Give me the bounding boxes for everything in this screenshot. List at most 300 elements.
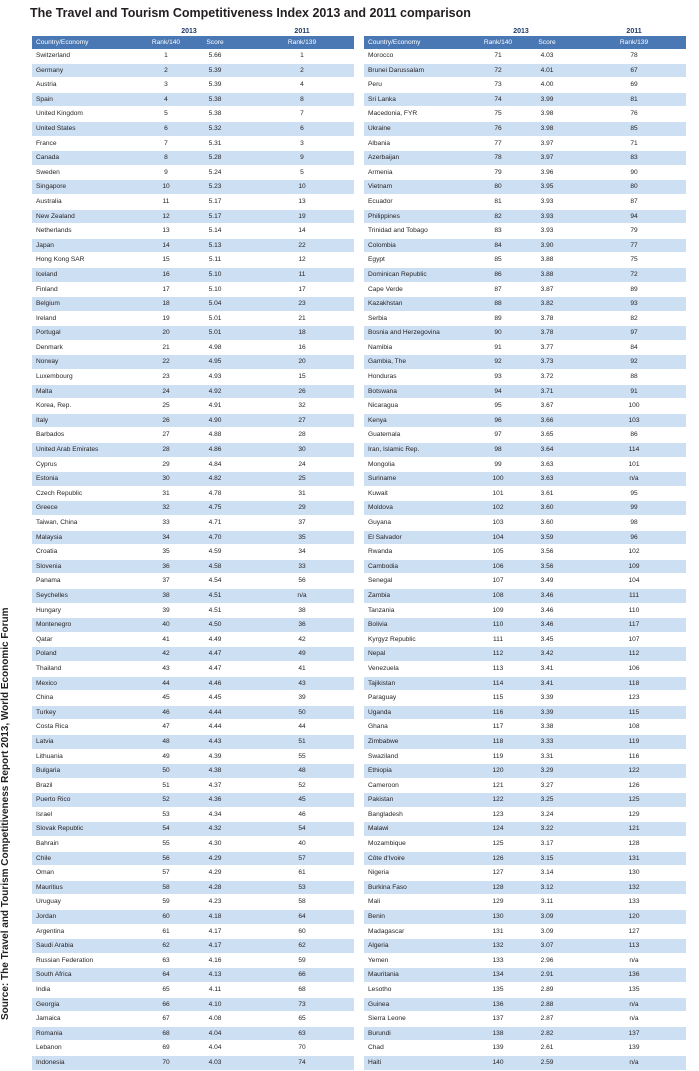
rank-2011-cell: 92 (582, 355, 686, 370)
rank-2011-cell: 81 (582, 92, 686, 107)
rank-2013-cell: 85 (472, 253, 524, 268)
country-cell: Singapore (32, 180, 140, 195)
country-cell: Sweden (32, 165, 140, 180)
rank-2011-cell: 21 (250, 311, 354, 326)
score-cell: 4.51 (192, 588, 238, 603)
rank-2011-cell: 77 (582, 238, 686, 253)
score-cell: 5.28 (192, 151, 238, 166)
country-cell: Jamaica (32, 1012, 140, 1027)
country-cell: Burkina Faso (364, 880, 472, 895)
rank-2013-cell: 67 (140, 1012, 192, 1027)
score-cell: 2.61 (524, 1041, 570, 1056)
rank-2013-cell: 120 (472, 764, 524, 779)
country-cell: Barbados (32, 428, 140, 443)
country-cell: Madagascar (364, 924, 472, 939)
score-cell: 4.44 (192, 720, 238, 735)
country-cell: Zimbabwe (364, 734, 472, 749)
table-row (32, 428, 354, 443)
table-row (364, 676, 686, 691)
rank-2011-cell: 53 (250, 880, 354, 895)
score-column-header: Score (192, 37, 238, 50)
table-row (32, 837, 354, 852)
score-cell: 3.72 (524, 370, 570, 385)
rank-2011-cell: 96 (582, 530, 686, 545)
rank-2013-cell: 103 (472, 516, 524, 531)
country-cell: Cape Verde (364, 282, 472, 297)
table-row (32, 457, 354, 472)
score-cell: 3.67 (524, 399, 570, 414)
score-cell: 4.59 (192, 545, 238, 560)
rank-2013-cell: 6 (140, 121, 192, 136)
rank-2013-cell: 100 (472, 472, 524, 487)
rank-2013-cell: 14 (140, 238, 192, 253)
score-cell: 4.46 (192, 676, 238, 691)
table-row (364, 866, 686, 881)
table-row (364, 516, 686, 531)
score-cell: 3.56 (524, 545, 570, 560)
rank-2013-cell: 87 (472, 282, 524, 297)
rank-2011-cell: 108 (582, 720, 686, 735)
table-row (32, 574, 354, 589)
score-cell: 3.71 (524, 384, 570, 399)
country-cell: Switzerland (32, 49, 140, 63)
score-cell: 3.22 (524, 822, 570, 837)
country-cell: United Arab Emirates (32, 443, 140, 458)
rank-2013-cell: 31 (140, 486, 192, 501)
rank-2013-cell: 107 (472, 574, 524, 589)
rank-2013-cell: 105 (472, 545, 524, 560)
table-row (364, 238, 686, 253)
rank-2013-cell: 95 (472, 399, 524, 414)
rank-2013-cell: 2 (140, 63, 192, 78)
score-cell: 5.14 (192, 224, 238, 239)
country-cell: Pakistan (364, 793, 472, 808)
country-cell: Swaziland (364, 749, 472, 764)
score-cell: 4.34 (192, 807, 238, 822)
rank-2013-cell: 128 (472, 880, 524, 895)
rank-2011-cell: 102 (582, 545, 686, 560)
rank-2011-cell: 20 (250, 355, 354, 370)
country-cell: Suriname (364, 472, 472, 487)
table-row (32, 443, 354, 458)
table-row (364, 92, 686, 107)
score-cell: 3.31 (524, 749, 570, 764)
rank-2013-cell: 80 (472, 180, 524, 195)
rank-2013-cell: 113 (472, 661, 524, 676)
rank-2013-cell: 1 (140, 49, 192, 63)
score-cell: 4.54 (192, 574, 238, 589)
score-cell: 3.63 (524, 457, 570, 472)
country-cell: Russian Federation (32, 953, 140, 968)
country-cell: Bulgaria (32, 764, 140, 779)
country-cell: United Kingdom (32, 107, 140, 122)
score-cell: 4.08 (192, 1012, 238, 1027)
rank-2011-cell: 131 (582, 851, 686, 866)
rank-2011-cell: 136 (582, 968, 686, 983)
country-cell: France (32, 136, 140, 151)
rank-2013-cell: 12 (140, 209, 192, 224)
rank-2011-cell: 113 (582, 939, 686, 954)
rank-2011-cell: 30 (250, 443, 354, 458)
country-cell: Zambia (364, 588, 472, 603)
rank-2011-cell: 64 (250, 910, 354, 925)
table-row (32, 1012, 354, 1027)
table-row (364, 661, 686, 676)
rank-2011-cell: 42 (250, 632, 354, 647)
score-cell: 5.10 (192, 282, 238, 297)
rank-2013-cell: 30 (140, 472, 192, 487)
table-row (364, 428, 686, 443)
table-row (364, 63, 686, 78)
country-cell: Qatar (32, 632, 140, 647)
rank-2013-cell: 122 (472, 793, 524, 808)
score-cell: 4.16 (192, 953, 238, 968)
rank-2011-cell: 59 (250, 953, 354, 968)
rank-2011-cell: 6 (250, 121, 354, 136)
rank-2013-cell: 112 (472, 647, 524, 662)
rank-2013-cell: 35 (140, 545, 192, 560)
rank-2011-cell: 84 (582, 340, 686, 355)
year-header-row (32, 28, 354, 37)
score-cell: 3.63 (524, 472, 570, 487)
country-cell: Czech Republic (32, 486, 140, 501)
rank-2011-cell: 38 (250, 603, 354, 618)
rank-2011-cell: 1 (250, 49, 354, 63)
table-row (32, 749, 354, 764)
rank-2013-cell: 50 (140, 764, 192, 779)
table-row (32, 953, 354, 968)
score-cell: 3.95 (524, 180, 570, 195)
table-row (32, 297, 354, 312)
rank-2013-cell: 84 (472, 238, 524, 253)
table-row (32, 618, 354, 633)
rank-2013-cell: 83 (472, 224, 524, 239)
country-cell: Cyprus (32, 457, 140, 472)
country-cell: Philippines (364, 209, 472, 224)
table-row (364, 545, 686, 560)
country-cell: Tajikistan (364, 676, 472, 691)
rank-2013-cell: 65 (140, 983, 192, 998)
table-row (32, 224, 354, 239)
score-cell: 3.41 (524, 676, 570, 691)
score-cell: 4.78 (192, 486, 238, 501)
rank-2013-column-header: Rank/140 (140, 37, 192, 50)
rank-2011-cell: 98 (582, 516, 686, 531)
table-row (32, 413, 354, 428)
score-cell: 4.50 (192, 618, 238, 633)
country-column-header: Country/Economy (32, 37, 140, 50)
table-row (364, 603, 686, 618)
country-cell: Bahrain (32, 837, 140, 852)
table-row (364, 983, 686, 998)
table-row (364, 384, 686, 399)
score-cell: 4.71 (192, 516, 238, 531)
rank-2011-cell: 73 (250, 997, 354, 1012)
rank-2013-cell: 36 (140, 559, 192, 574)
score-cell: 3.29 (524, 764, 570, 779)
table-row (364, 1041, 686, 1056)
country-cell: Bolivia (364, 618, 472, 633)
rank-2013-cell: 116 (472, 705, 524, 720)
rank-2011-cell: 28 (250, 428, 354, 443)
rank-2013-cell: 93 (472, 370, 524, 385)
table-row (32, 516, 354, 531)
score-cell: 4.11 (192, 983, 238, 998)
score-cell: 2.91 (524, 968, 570, 983)
column-header-row (32, 37, 354, 50)
score-cell: 5.11 (192, 253, 238, 268)
country-cell: Colombia (364, 238, 472, 253)
table-row (364, 1055, 686, 1070)
table-row (32, 793, 354, 808)
score-cell: 3.93 (524, 194, 570, 209)
table-row (32, 311, 354, 326)
rank-2011-cell: 95 (582, 486, 686, 501)
rank-2013-cell: 135 (472, 983, 524, 998)
rank-2013-cell: 10 (140, 180, 192, 195)
rank-2011-cell: 40 (250, 837, 354, 852)
rank-2013-cell: 17 (140, 282, 192, 297)
score-cell: 3.27 (524, 778, 570, 793)
country-cell: Ghana (364, 720, 472, 735)
score-cell: 3.45 (524, 632, 570, 647)
rank-2013-cell: 130 (472, 910, 524, 925)
table-row (364, 194, 686, 209)
rank-2011-cell: 57 (250, 851, 354, 866)
rank-2011-cell: 91 (582, 384, 686, 399)
rank-2013-cell: 7 (140, 136, 192, 151)
table-row (364, 880, 686, 895)
rank-2013-cell: 59 (140, 895, 192, 910)
score-cell: 3.07 (524, 939, 570, 954)
table-row (32, 632, 354, 647)
country-cell: Iran, Islamic Rep. (364, 443, 472, 458)
table-row (364, 151, 686, 166)
rank-2013-cell: 126 (472, 851, 524, 866)
rank-2011-cell: 76 (582, 107, 686, 122)
rank-2013-cell: 32 (140, 501, 192, 516)
table-row (364, 370, 686, 385)
table-row (32, 588, 354, 603)
rank-2011-cell: 23 (250, 297, 354, 312)
country-cell: Romania (32, 1026, 140, 1041)
rank-2013-cell: 39 (140, 603, 192, 618)
table-row (364, 78, 686, 93)
rank-2011-cell: 78 (582, 49, 686, 63)
rank-2013-cell: 136 (472, 997, 524, 1012)
country-cell: Peru (364, 78, 472, 93)
rank-2013-cell: 115 (472, 691, 524, 706)
rank-2011-cell: 106 (582, 661, 686, 676)
table-row (32, 282, 354, 297)
score-cell: 4.75 (192, 501, 238, 516)
rank-2011-cell: 75 (582, 253, 686, 268)
rank-2013-cell: 111 (472, 632, 524, 647)
rank-2011-cell: 107 (582, 632, 686, 647)
country-cell: Spain (32, 92, 140, 107)
rank-2013-cell: 127 (472, 866, 524, 881)
score-cell: 4.39 (192, 749, 238, 764)
table-row (32, 807, 354, 822)
country-cell: Kazakhstan (364, 297, 472, 312)
rank-2011-cell: 74 (250, 1055, 354, 1070)
country-cell: Gambia, The (364, 355, 472, 370)
rank-2011-cell: 31 (250, 486, 354, 501)
table-row (364, 340, 686, 355)
rank-2013-cell: 58 (140, 880, 192, 895)
rank-2011-cell: 5 (250, 165, 354, 180)
rank-2013-cell: 62 (140, 939, 192, 954)
score-cell: 4.32 (192, 822, 238, 837)
country-cell: Lesotho (364, 983, 472, 998)
table-row (32, 355, 354, 370)
rank-2011-cell: 24 (250, 457, 354, 472)
table-row (364, 224, 686, 239)
score-cell: 3.46 (524, 618, 570, 633)
rank-2013-cell: 43 (140, 661, 192, 676)
country-cell: Vietnam (364, 180, 472, 195)
score-cell: 3.82 (524, 297, 570, 312)
country-cell: Serbia (364, 311, 472, 326)
rank-2011-cell: 43 (250, 676, 354, 691)
score-cell: 3.56 (524, 559, 570, 574)
table-row (364, 253, 686, 268)
table-row (32, 151, 354, 166)
rank-2013-cell: 47 (140, 720, 192, 735)
country-cell: Portugal (32, 326, 140, 341)
rank-2011-cell: 54 (250, 822, 354, 837)
country-cell: Thailand (32, 661, 140, 676)
country-cell: Sri Lanka (364, 92, 472, 107)
table-row (364, 910, 686, 925)
table-row (32, 1026, 354, 1041)
country-cell: Mongolia (364, 457, 472, 472)
table-row (364, 939, 686, 954)
country-cell: Côte d'Ivoire (364, 851, 472, 866)
country-cell: Austria (32, 78, 140, 93)
rank-2011-cell: n/a (582, 472, 686, 487)
country-cell: Jordan (32, 910, 140, 925)
rank-2013-cell: 124 (472, 822, 524, 837)
score-cell: 4.03 (524, 49, 570, 63)
rank-2011-cell: 71 (582, 136, 686, 151)
rank-2011-cell: 41 (250, 661, 354, 676)
table-row (364, 413, 686, 428)
rank-2013-cell: 49 (140, 749, 192, 764)
country-cell: Costa Rica (32, 720, 140, 735)
rank-2013-cell: 96 (472, 413, 524, 428)
rank-2013-cell: 72 (472, 63, 524, 78)
country-cell: Algeria (364, 939, 472, 954)
rank-2013-cell: 98 (472, 443, 524, 458)
country-cell: Finland (32, 282, 140, 297)
rank-2013-cell: 28 (140, 443, 192, 458)
rank-2013-cell: 13 (140, 224, 192, 239)
table-row (32, 939, 354, 954)
score-cell: 3.90 (524, 238, 570, 253)
score-cell: 4.29 (192, 851, 238, 866)
score-cell: 4.18 (192, 910, 238, 925)
country-cell: New Zealand (32, 209, 140, 224)
rank-2011-cell: 69 (582, 78, 686, 93)
score-cell: 3.73 (524, 355, 570, 370)
table-row (32, 1041, 354, 1056)
score-cell: 4.04 (192, 1041, 238, 1056)
rank-2013-cell: 117 (472, 720, 524, 735)
rank-2013-cell: 25 (140, 399, 192, 414)
score-cell: 4.01 (524, 63, 570, 78)
rank-2013-cell: 54 (140, 822, 192, 837)
table-row (32, 107, 354, 122)
score-cell: 4.51 (192, 603, 238, 618)
rank-2011-cell: 7 (250, 107, 354, 122)
country-cell: Lithuania (32, 749, 140, 764)
rank-2013-cell: 125 (472, 837, 524, 852)
table-row (364, 764, 686, 779)
rank-2013-cell: 38 (140, 588, 192, 603)
rank-2013-cell: 121 (472, 778, 524, 793)
rank-2013-cell: 89 (472, 311, 524, 326)
rank-2013-cell: 24 (140, 384, 192, 399)
score-cell: 3.88 (524, 253, 570, 268)
rank-2013-cell: 44 (140, 676, 192, 691)
rank-2011-cell: 82 (582, 311, 686, 326)
table-row (364, 588, 686, 603)
rank-2013-cell: 55 (140, 837, 192, 852)
country-cell: Germany (32, 63, 140, 78)
rank-2011-cell: 128 (582, 837, 686, 852)
rank-2011-cell: 110 (582, 603, 686, 618)
rank-2011-cell: 93 (582, 297, 686, 312)
rank-2013-cell: 61 (140, 924, 192, 939)
score-cell: 5.04 (192, 297, 238, 312)
rank-2011-cell: 67 (582, 63, 686, 78)
rank-2011-cell: 85 (582, 121, 686, 136)
rank-2011-cell: n/a (582, 1055, 686, 1070)
score-cell: 3.12 (524, 880, 570, 895)
table-row (32, 764, 354, 779)
rank-2011-cell: 125 (582, 793, 686, 808)
table-row (32, 647, 354, 662)
rank-2011-cell: 130 (582, 866, 686, 881)
country-cell: Sierra Leone (364, 1012, 472, 1027)
country-cell: Chad (364, 1041, 472, 1056)
rank-2011-cell: 68 (250, 983, 354, 998)
country-cell: Dominican Republic (364, 267, 472, 282)
table-row (32, 866, 354, 881)
score-cell: 4.70 (192, 530, 238, 545)
country-cell: Ireland (32, 311, 140, 326)
country-cell: Belgium (32, 297, 140, 312)
rank-2013-cell: 82 (472, 209, 524, 224)
rank-2013-cell: 53 (140, 807, 192, 822)
country-cell: Ecuador (364, 194, 472, 209)
score-cell: 4.37 (192, 778, 238, 793)
rank-2011-cell: 104 (582, 574, 686, 589)
country-cell: Turkey (32, 705, 140, 720)
rank-2011-cell: 83 (582, 151, 686, 166)
table-body-left (32, 49, 354, 1070)
table-row (32, 851, 354, 866)
score-cell: 3.66 (524, 413, 570, 428)
score-cell: 4.03 (192, 1055, 238, 1070)
country-cell: Netherlands (32, 224, 140, 239)
rank-2011-cell: 88 (582, 370, 686, 385)
rank-2011-cell: 8 (250, 92, 354, 107)
rank-2013-cell: 138 (472, 1026, 524, 1041)
rank-2013-cell: 110 (472, 618, 524, 633)
rank-2013-cell: 52 (140, 793, 192, 808)
